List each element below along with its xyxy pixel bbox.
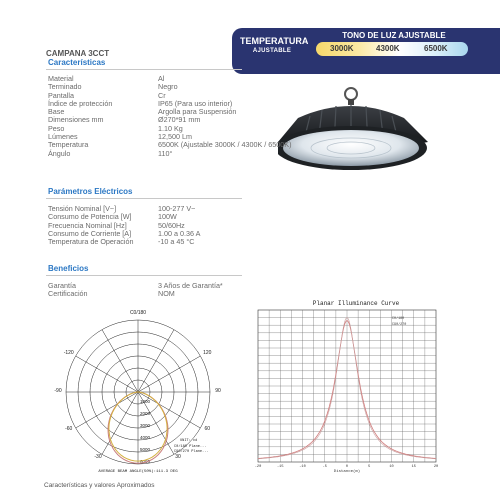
curve-x-tick: -5 bbox=[322, 465, 327, 469]
planar-illuminance-chart bbox=[238, 298, 444, 474]
polar-angle-label: 90 bbox=[215, 388, 221, 394]
polar-radial-label: 3000 bbox=[140, 423, 151, 428]
banner-temp-title: TEMPERATURA bbox=[240, 36, 309, 46]
specs-section-title: Características bbox=[48, 58, 106, 67]
curve-legend-c90: C90/270 bbox=[392, 323, 407, 327]
divider bbox=[46, 275, 242, 276]
curve-x-tick: 10 bbox=[389, 465, 394, 469]
polar-radial-label: 1000 bbox=[140, 399, 151, 404]
divider bbox=[46, 198, 242, 199]
polar-radial-label: 2000 bbox=[140, 411, 151, 416]
polar-legend-c90: C90/270 Plane... bbox=[174, 450, 209, 454]
curve-legend-c0: C0/180 bbox=[392, 317, 405, 321]
polar-legend-unit: UNIT: cd bbox=[180, 439, 198, 443]
tone-warm: 3000K bbox=[330, 44, 354, 53]
curve-xlabel: Distance(m) bbox=[333, 470, 361, 474]
polar-top-label: C0/180 bbox=[129, 310, 147, 316]
polar-radial-label: 4000 bbox=[140, 435, 151, 440]
banner-temp-sub: AJUSTABLE bbox=[252, 48, 292, 54]
polar-angle-label: -60 bbox=[65, 426, 73, 432]
curve-x-tick: 20 bbox=[433, 465, 439, 469]
polar-footer: AVERAGE BEAM ANGLE(50%):111.3 DEG bbox=[98, 470, 178, 474]
polar-angle-label: 30 bbox=[175, 453, 181, 460]
polar-angle-label: -90 bbox=[54, 388, 62, 394]
curve-x-tick: 0 bbox=[345, 465, 349, 469]
product-title: CAMPANA 3CCT bbox=[46, 49, 110, 58]
polar-legend-c0: C0/180 Plane... bbox=[174, 445, 207, 449]
electrical-section-title: Parámetros Eléctricos bbox=[48, 187, 133, 196]
divider bbox=[46, 69, 242, 70]
tone-cool: 6500K bbox=[424, 44, 448, 53]
curve-x-tick: -15 bbox=[277, 465, 284, 469]
polar-angle-label: -30 bbox=[94, 453, 102, 460]
curve-title: Planar Illuminance Curve bbox=[312, 300, 400, 307]
high-bay-lamp-image bbox=[278, 84, 448, 196]
polar-angle-label: 60 bbox=[204, 426, 211, 432]
curve-x-tick: -20 bbox=[254, 465, 262, 469]
polar-angle-label: 120 bbox=[203, 350, 212, 356]
curve-x-tick: 15 bbox=[411, 465, 416, 469]
tone-gradient-bar bbox=[316, 42, 468, 56]
tone-title: TONO DE LUZ AJUSTABLE bbox=[342, 31, 446, 40]
polar-radial-label: 6000 bbox=[140, 459, 151, 464]
benefits-section-title: Beneficios bbox=[48, 264, 89, 273]
curve-x-tick: 5 bbox=[368, 465, 371, 469]
polar-radial-label: 5000 bbox=[140, 447, 151, 452]
banner-temperature-label bbox=[240, 36, 309, 56]
polar-distribution-chart bbox=[50, 306, 230, 478]
caption: Características y valores Aproximados bbox=[44, 482, 155, 489]
polar-angle-label: -120 bbox=[63, 350, 74, 356]
tone-neutral: 4300K bbox=[376, 44, 400, 53]
curve-x-tick: -10 bbox=[299, 465, 306, 469]
